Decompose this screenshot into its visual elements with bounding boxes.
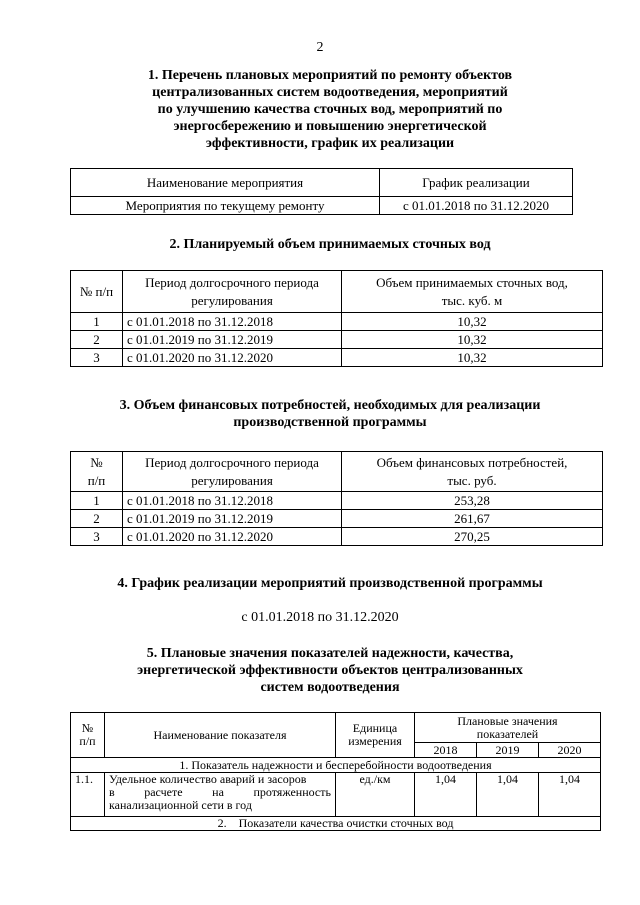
table-header: 2020 xyxy=(538,743,600,758)
section1-table xyxy=(70,168,573,215)
section3-table xyxy=(70,451,603,546)
table-header: 2019 xyxy=(476,743,538,758)
table-row: 2 с 01.01.2019 по 31.12.2019 261,67 xyxy=(71,510,603,528)
table-header: Наименование показателя xyxy=(105,713,336,758)
section5-title: 5. Плановые значения показателей надежности, качества, энергетической эффективности объектов централизованных систем водоотведения xyxy=(137,646,523,695)
section1-title: 1. Перечень плановых мероприятий по ремонту объектов централизованных систем водоотведения, мероприятий по улучшению качества сточных вод, мероприятий по энергосбережению и повышению энергетической эффективности, график их реализации xyxy=(147,68,513,151)
table-row: 1 с 01.01.2018 по 31.12.2018 253,28 xyxy=(71,492,603,510)
table-row: 2 с 01.01.2019 по 31.12.2019 10,32 xyxy=(71,331,603,349)
table-header: Период долгосрочного периода регулирования xyxy=(123,452,342,492)
table-row xyxy=(71,758,601,773)
table-header: 2018 xyxy=(415,743,477,758)
group-heading: 2. Показатели качества очистки сточных вод xyxy=(71,817,601,831)
table-header: Плановые значения показателей xyxy=(415,713,601,743)
table-header: Период долгосрочного периода регулирования xyxy=(123,271,342,313)
table-header: График реализации xyxy=(380,169,573,197)
table-header: № п/п xyxy=(71,452,123,492)
table-header: Единица измерения xyxy=(336,713,415,758)
section2-title: 2. Планируемый объем принимаемых сточных вод xyxy=(169,237,491,252)
table-header: № п/п xyxy=(71,713,105,758)
table-header: Объем принимаемых сточных вод, тыс. куб. м xyxy=(342,271,603,313)
table-row xyxy=(71,817,601,831)
table-row: 1 с 01.01.2018 по 31.12.2018 10,32 xyxy=(71,313,603,331)
table-header: Объем финансовых потребностей, тыс. руб. xyxy=(342,452,603,492)
table-header: Наименование мероприятия xyxy=(71,169,380,197)
section2-table xyxy=(70,270,603,367)
table-row: 1.1. Удельное количество аварий и засоров в расчете на протяженность канализационной сети в год ед./км 1,04 1,04 1,04 xyxy=(71,773,601,817)
table-row: Мероприятия по текущему ремонту с 01.01.2018 по 31.12.2020 xyxy=(71,197,573,215)
group-heading: 1. Показатель надежности и бесперебойности водоотведения xyxy=(71,758,601,773)
section5-table xyxy=(70,712,601,831)
section4-period: с 01.01.2018 по 31.12.2020 xyxy=(241,610,399,625)
section3-title: 3. Объем финансовых потребностей, необходимых для реализации производственной программы xyxy=(119,398,541,430)
table-header: № п/п xyxy=(71,271,123,313)
page-number: 2 xyxy=(316,40,324,55)
section4-title: 4. График реализации мероприятий производственной программы xyxy=(117,576,543,591)
table-row: 3 с 01.01.2020 по 31.12.2020 10,32 xyxy=(71,349,603,367)
table-row: 3 с 01.01.2020 по 31.12.2020 270,25 xyxy=(71,528,603,546)
